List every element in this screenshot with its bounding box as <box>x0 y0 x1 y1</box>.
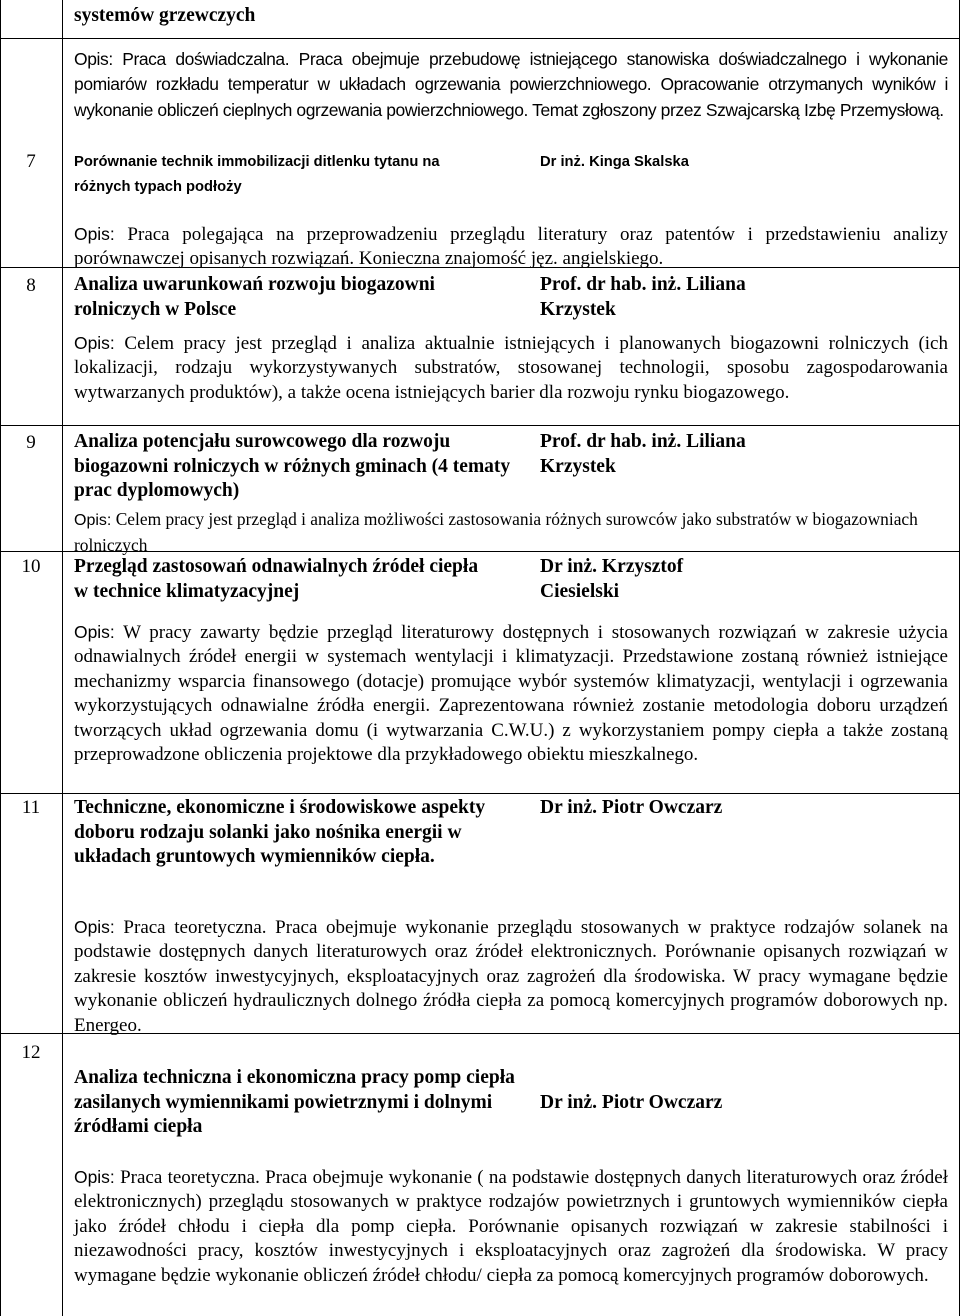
topic-title: Analiza potencjału surowcowego dla rozwoju biogazowni rolniczych w różnych gminach (4 tematy prac dyplomowych) <box>74 431 511 501</box>
topic-supervisor: Dr inż. Piotr Owczarz <box>540 1092 723 1113</box>
table-border-left <box>0 0 1 1316</box>
row-divider <box>0 38 960 39</box>
description-label: Opis: <box>74 333 115 353</box>
topic-supervisor: Prof. dr hab. inż. Liliana Krzystek <box>540 274 746 320</box>
row-divider <box>0 793 960 794</box>
topic-number: 10 <box>21 556 41 577</box>
topic-supervisor: Dr inż. Kinga Skalska <box>540 154 689 170</box>
topic-number: 12 <box>21 1042 41 1063</box>
topic-title-fragment: systemów grzewczych <box>74 5 256 26</box>
topic-title: Przegląd zastosowań odnawialnych źródeł ciepła w technice klimatyzacyjnej <box>74 556 479 602</box>
description-label: Opis: <box>74 224 115 244</box>
topic-number: 11 <box>21 797 41 818</box>
topic-number: 8 <box>26 275 36 296</box>
topic-description <box>74 620 948 767</box>
description-text: Celem pracy jest przegląd i analiza aktualnie istniejących i planowanych biogazowni rolniczych (ich lokalizacji, rodzaju wykorzystywanych substratów, stosowanej technologii, sposobu zagospodarowania wytwarzanych produktów), a także ocena istniejących barier dla rozwoju rynku biogazowego. <box>74 333 948 403</box>
description-label: Opis: <box>74 49 113 69</box>
description-label: Opis: <box>74 1167 115 1187</box>
description-label: Opis: <box>74 917 115 937</box>
topic-title: Porównanie technik immobilizacji ditlenku tytanu na różnych typach podłoży <box>74 154 440 195</box>
topic-title: Analiza techniczna i ekonomiczna pracy pomp ciepła zasilanych wymiennikami powietrznymi i dolnymi źródłami ciepła <box>74 1067 515 1137</box>
description-text: Celem pracy jest przegląd i analiza możliwości zastosowania różnych surowców jako substratów w biogazowniach rolniczych <box>74 509 918 555</box>
description-text: W pracy zawarty będzie przegląd literaturowy dostępnych i stosowanych rozwiązań w zakresie użycia odnawialnych źródeł energii w systemach wentylacji i klimatyzacji. Przedstawione zostaną również istniejące mechanizmy wsparcia finansowego (dotacje) promujące wybór systemów klimatyzacji, wentylacji i ogrzewania wykorzystujących odnawialne źródła energii. Zaprezentowana również zostanie metodologia doboru urządzeń tworzących układ ogrzewania domu (i wytwarzania C.W.U.) z wykorzystaniem pompy ciepła a także zostaną przeprowadzone obliczenia projektowe dla przykładowego obiektu mieszkalnego. <box>74 622 948 766</box>
topic-supervisor: Dr inż. Piotr Owczarz <box>540 797 723 818</box>
topic-description <box>74 47 948 123</box>
topic-description <box>74 222 948 272</box>
topic-title: Techniczne, ekonomiczne i środowiskowe aspekty doboru rodzaju solanki jako nośnika energii w układach gruntowych wymienników ciepła. <box>74 797 486 867</box>
topic-number: 7 <box>26 151 36 172</box>
topic-title: Analiza uwarunkowań rozwoju biogazowni rolniczych w Polsce <box>74 274 435 320</box>
description-text: Praca teoretyczna. Praca obejmuje wykonanie ( na podstawie dostępnych danych literaturowych oraz źródeł elektronicznych) przeglądu stosowanych w praktyce rodzajów powietrznych i gruntowych wymienników ciepła jako źródeł chłodu i ciepła dla pomp ciepła. Porównanie opisanych rozwiązań w zakresie stabilności i niezawodności pracy, kosztów inwestycyjnych i eksploatacyjnych oraz zagrożeń dla środowiska. W pracy wymagane będzie wykonanie obliczeń źródeł chłodu/ ciepła za pomocą komercyjnych programów doborowych. <box>74 1167 948 1286</box>
topic-description <box>74 1165 948 1288</box>
description-text: Praca teoretyczna. Praca obejmuje wykonanie przeglądu stosowanych w praktyce rodzajów solanek na podstawie dostępnych danych literaturowych oraz źródeł elektronicznych. Porównanie opisanych rozwiązań w zakresie kosztów inwestycyjnych, eksploatacyjnych oraz zagrożeń dla środowiska. W pracy wymagane będzie wykonanie obliczeń hydraulicznych dolnego źródła ciepła za pomocą komercyjnych programów doborowych np. Energeo. <box>74 917 949 1036</box>
row-divider <box>0 425 960 426</box>
topic-supervisor: Prof. dr hab. inż. Liliana Krzystek <box>540 431 746 477</box>
topic-supervisor: Dr inż. Krzysztof Ciesielski <box>540 556 684 602</box>
topic-number: 9 <box>26 432 36 453</box>
description-label: Opis: <box>74 622 115 642</box>
topic-description <box>74 507 948 557</box>
column-divider <box>62 0 63 1316</box>
topic-description <box>74 331 948 405</box>
description-text: Praca doświadczalna. Praca obejmuje przebudowę istniejącego stanowiska doświadczalnego i wykonanie pomiarów rozkładu temperatur w układach ogrzewania powierzchniowego. Opracowanie otrzymanych wyników i wykonanie obliczeń cieplnych ogrzewania powierzchniowego. Temat zgłoszony przez Szwajcarską Izbę Przemysłową. <box>74 49 948 120</box>
description-label: Opis: <box>74 512 112 529</box>
topic-description <box>74 915 948 1038</box>
description-text: Praca polegająca na przeprowadzeniu przeglądu literatury oraz patentów i przedstawieniu analizy porównawczej opisanych rozwiązań. Konieczna znajomość jęz. angielskiego. <box>74 224 948 270</box>
